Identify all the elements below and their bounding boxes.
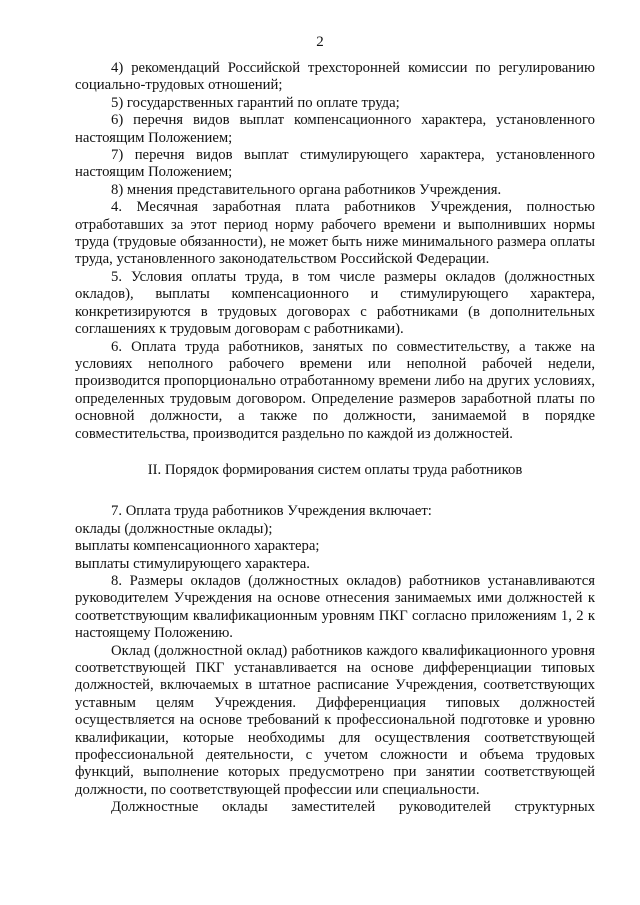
- list-item-salaries: оклады (должностные оклады);: [75, 520, 273, 537]
- paragraph-clause-6: 6. Оплата труда работников, занятых по совместительству, а также на условиях неполного рабочего времени или неполной рабочей недели, производится пропорционально отработанному времени либо на других условиях, определенных трудовым договором. Определение размеров заработной платы по основной должности, а также по должности, занимаемой в порядке совместительства, производится раздельно по каждой из должностей.: [75, 338, 595, 442]
- paragraph-item-8: 8) мнения представительного органа работников Учреждения.: [111, 181, 502, 198]
- paragraph-item-6: 6) перечня видов выплат компенсационного характера, установленного настоящим Положением;: [75, 112, 595, 146]
- word: оклады: [222, 799, 268, 816]
- list-item-compensation: выплаты компенсационного характера;: [75, 538, 320, 555]
- paragraph-item-4: 4) рекомендаций Российской трехсторонней комиссии по регулированию социально-трудовых отношений;: [75, 60, 595, 94]
- paragraph-item-7: 7) перечня видов выплат стимулирующего характера, установленного настоящим Положением;: [75, 147, 595, 181]
- paragraph-clause-7: 7. Оплата труда работников Учреждения включает:: [111, 503, 432, 520]
- word: структурных: [514, 799, 595, 816]
- paragraph-clause-8: 8. Размеры окладов (должностных окладов) работников устанавливаются руководителем Учреждения на основе отнесения занимаемых ими должностей к соответствующим квалификационным уровням ПКГ согласно приложениям 1, 2 к настоящему Положению.: [75, 572, 595, 642]
- section-heading: II. Порядок формирования систем оплаты труда работников: [147, 461, 523, 478]
- word: Должностные: [111, 799, 199, 816]
- word: руководителей: [398, 799, 491, 816]
- paragraph-salary-differentiation: Оклад (должностной оклад) работников каждого квалификационного уровня соответствующей ПКГ устанавливается на основе дифференциации типовых должностей, включаемых в штатное расписание Учреждения, соответствующих уставным целям Учреждения. Дифференциация типовых должностей осуществляется на основе требований к профессиональной подготовке и уровню квалификации, которые необходимы для осуществления соответствующей профессиональной деятельности, с учетом сложности и объема трудовых функций, выполнение которых предусмотрено при занятии соответствующей должности, по соответствующей профессии или специальности.: [75, 642, 595, 798]
- list-item-incentive: выплаты стимулирующего характера.: [75, 555, 310, 572]
- paragraph-deputy-salaries: [75, 799, 595, 816]
- word: заместителей: [291, 799, 376, 816]
- paragraph-item-5: 5) государственных гарантий по оплате труда;: [111, 94, 400, 111]
- document-body: [75, 60, 595, 817]
- page-number: 2: [316, 34, 324, 50]
- paragraph-clause-5: 5. Условия оплаты труда, в том числе размеры окладов (должностных окладов), выплаты компенсационного и стимулирующего характера, конкретизируются в трудовых договорах с работниками (в дополнительных соглашениях к трудовым договорам с работниками).: [75, 268, 595, 338]
- paragraph-clause-4: 4. Месячная заработная плата работников Учреждения, полностью отработавших за этот период норму рабочего времени и выполнивших нормы труда (трудовые обязанности), не может быть ниже минимального размера оплаты труда, установленного законодательством Российской Федерации.: [75, 199, 595, 268]
